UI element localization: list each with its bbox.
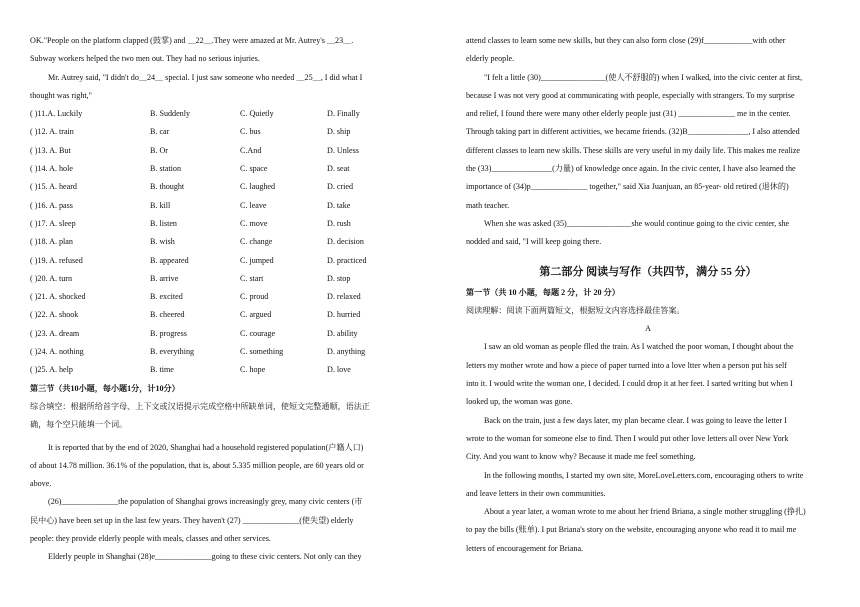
option-c: C. laughed (240, 182, 276, 192)
option-c: C.And (240, 145, 262, 155)
passage-line: different classes to learn new skills. These skills are very useful in my daily life. This makes me realize (466, 145, 800, 155)
option-c: C. Quietly (240, 109, 274, 119)
question-row (30, 142, 402, 160)
section3-instruction: 综合填空：根据所给首字母、上下文或汉语提示完成空格中所缺单词，使短文完整通顺，语法正 (30, 401, 370, 411)
option-c: C. space (240, 164, 268, 174)
passage-a-line: City. And you want to know why? Because it made me feel something. (466, 452, 696, 462)
passage-a-line: looked up, the woman was gone. (466, 397, 573, 407)
option-d: D. ship (327, 127, 351, 137)
passage-a-line: into it. I would write the woman one, I decided. I could drop it at her feet. I sarted writing but when I (466, 379, 793, 389)
passage-a-line: Back on the train, just a few days later, my plan became clear. I was going to leave the letter I (484, 415, 787, 425)
option-d: D. seat (327, 164, 350, 174)
passage-line: of about 14.78 million. 36.1% of the population, that is, about 5.335 million people, are 60 years old or (30, 460, 364, 470)
question-stem: ( )14. A. hole (30, 164, 73, 174)
option-c: C. start (240, 273, 264, 283)
option-b: B. arrive (150, 273, 179, 283)
question-row (30, 288, 402, 306)
passage-line: and relief, I found there were many other elderly people just (31) ______________ me in the center. (466, 109, 791, 119)
passage-line: because I was not very good at communicating with people, especially with strangers. To my surprise (466, 90, 795, 100)
question-stem: ( )15. A. heard (30, 182, 77, 192)
option-d: D. rush (327, 218, 351, 228)
passage-line: It is reported that by the end of 2020, Shanghai had a household registered population(户籍人口) (48, 442, 364, 452)
option-c: C. bus (240, 127, 261, 137)
passage-line: 民中心) have been set up in the last few years. They haven't (27) ______________(使失望) elderly (30, 515, 354, 525)
question-stem: ( )20. A. turn (30, 273, 73, 283)
option-d: D. stop (327, 273, 351, 283)
section1-instruction: 阅读理解：阅读下面两篇短文，根据短文内容选择最佳答案。 (466, 305, 685, 315)
option-b: B. car (150, 127, 170, 137)
passage-line: math teacher. (466, 200, 510, 210)
passage-line: When she was asked (35)________________she would continue going to the civic center, she (484, 218, 790, 228)
option-b: B. listen (150, 218, 177, 228)
left-column (30, 32, 402, 567)
passage-line: (26)______________the population of Shanghai grows increasingly grey, many civic centers (市 (48, 497, 363, 507)
passage-line: "I felt a little (30)________________(使人不舒服的) when I walked, into the civic center at first, (484, 72, 803, 82)
right-column (466, 32, 830, 558)
intro-line: Subway workers helped the two men out. They had no serious injuries. (30, 54, 260, 64)
passage-a-label: A (645, 324, 651, 334)
option-d: D. love (327, 365, 351, 375)
option-d: D. relaxed (327, 292, 361, 302)
passage-line: people: they provide elderly people with meals, classes and other services. (30, 534, 271, 544)
passage-a-line: to pay the bills (账单). I put Briana's story on the website, encouraging anyone who read it to mail me (466, 525, 797, 535)
question-row (30, 270, 402, 288)
question-row (30, 343, 402, 361)
question-row (30, 197, 402, 215)
option-c: C. courage (240, 328, 276, 338)
passage-a-line: wrote to the woman for someone else to find. Then I would put other love letters all over New York (466, 433, 789, 443)
question-row (30, 252, 402, 270)
question-stem: ( )16. A. pass (30, 200, 73, 210)
option-b: B. cheered (150, 310, 185, 320)
question-row (30, 105, 402, 123)
intro-line: Mr. Autrey said, "I didn't do＿24＿ special. I just saw someone who needed ＿25＿, I did what I (48, 72, 363, 82)
option-b: B. station (150, 164, 182, 174)
question-stem: ( )19. A. refused (30, 255, 83, 265)
option-d: D. decision (327, 237, 364, 247)
question-row (30, 123, 402, 141)
passage-line: nodded and said, "I will keep going there. (466, 237, 602, 247)
passage-a-line: I saw an old woman as people flled the train. As I watched the poor woman, I thought about the (484, 342, 794, 352)
section3-title: 第三节（共10小题，每小题1分，计10分） (30, 383, 180, 393)
passage-line: Elderly people in Shanghai (28)e______________going to these civic centers. Not only can they (48, 552, 362, 562)
passage-line: above. (30, 479, 52, 489)
option-d: D. Finally (327, 109, 360, 119)
section1-title: 第一节（共 10 小题，每题 2 分，计 20 分） (466, 287, 620, 297)
option-d: D. hurried (327, 310, 361, 320)
passage-line: elderly people. (466, 54, 515, 64)
question-stem: ( )22. A. shook (30, 310, 79, 320)
intro-line: OK."People on the platform clapped (鼓掌) and ＿22＿.They were amazed at Mr. Autrey's ＿23＿. (30, 36, 354, 45)
passage-a-line: About a year later, a woman wrote to me about her friend Briana, a single mother struggling (挣扎) (484, 507, 806, 517)
question-row (30, 233, 402, 251)
option-c: C. argued (240, 310, 272, 320)
passage-a-line: letters of encouragement for Briana. (466, 543, 584, 553)
option-c: C. jumped (240, 255, 274, 265)
option-c: C. leave (240, 200, 267, 210)
question-stem: ( )11.A. Luckily (30, 109, 83, 119)
option-c: C. something (240, 347, 284, 357)
option-b: B. progress (150, 328, 187, 338)
option-d: D. ability (327, 328, 358, 338)
question-row (30, 361, 402, 379)
option-b: B. time (150, 365, 174, 375)
question-row (30, 325, 402, 343)
option-b: B. Or (150, 145, 168, 155)
question-stem: ( )17. A. sleep (30, 218, 76, 228)
question-stem: ( )24. A. nothing (30, 347, 84, 357)
question-row (30, 215, 402, 233)
question-row (30, 178, 402, 196)
option-c: C. change (240, 237, 273, 247)
question-stem: ( )12. A. train (30, 127, 74, 137)
option-c: C. proud (240, 292, 269, 302)
question-stem: ( )13. A. But (30, 145, 71, 155)
part2-title: 第二部分 阅读与写作（共四节，满分 55 分） (539, 265, 757, 278)
question-row (30, 306, 402, 324)
option-b: B. kill (150, 200, 171, 210)
passage-line: importance of (34)p______________ together," said Xia Juanjuan, an 85-year- old retired (退休的) (466, 182, 789, 192)
option-d: D. practiced (327, 255, 367, 265)
option-c: C. move (240, 218, 268, 228)
option-d: D. Unless (327, 145, 359, 155)
passage-line: Through taking part in different activities, we became friends. (32)B_______________, I also attended (466, 127, 800, 137)
option-c: C. hope (240, 365, 266, 375)
option-b: B. everything (150, 347, 195, 357)
question-stem: ( )18. A. plan (30, 237, 73, 247)
question-row (30, 160, 402, 178)
passage-line: the (33)_______________(力量) of knowledge once again. In the civic center, I have also learned the (466, 164, 796, 174)
passage-a-line: letters my mother wrote and how a piece of paper turned into a love ltter when a person put his self (466, 360, 787, 370)
passage-a-line: and leave letters in their own communities. (466, 488, 606, 498)
option-b: B. excited (150, 292, 183, 302)
section3-instruction: 确，每个空只能填一个词。 (30, 420, 128, 430)
option-b: B. thought (150, 182, 185, 192)
intro-line: thought was right," (30, 90, 92, 100)
option-b: B. Suddenly (150, 109, 191, 119)
passage-line: attend classes to learn some new skills, but they can also form close (29)f____________with other (466, 36, 786, 45)
question-stem: ( )21. A. shocked (30, 292, 86, 302)
passage-a-line: In the following months, I started my own site, MoreLoveLetters.com, encouraging others to write (484, 470, 804, 480)
option-b: B. appeared (150, 255, 189, 265)
option-d: D. anything (327, 347, 366, 357)
question-stem: ( )23. A. dream (30, 328, 80, 338)
question-list (30, 105, 402, 379)
option-d: D. cried (327, 182, 354, 192)
option-d: D. take (327, 200, 351, 210)
question-stem: ( )25. A. help (30, 365, 73, 375)
option-b: B. wish (150, 237, 175, 247)
